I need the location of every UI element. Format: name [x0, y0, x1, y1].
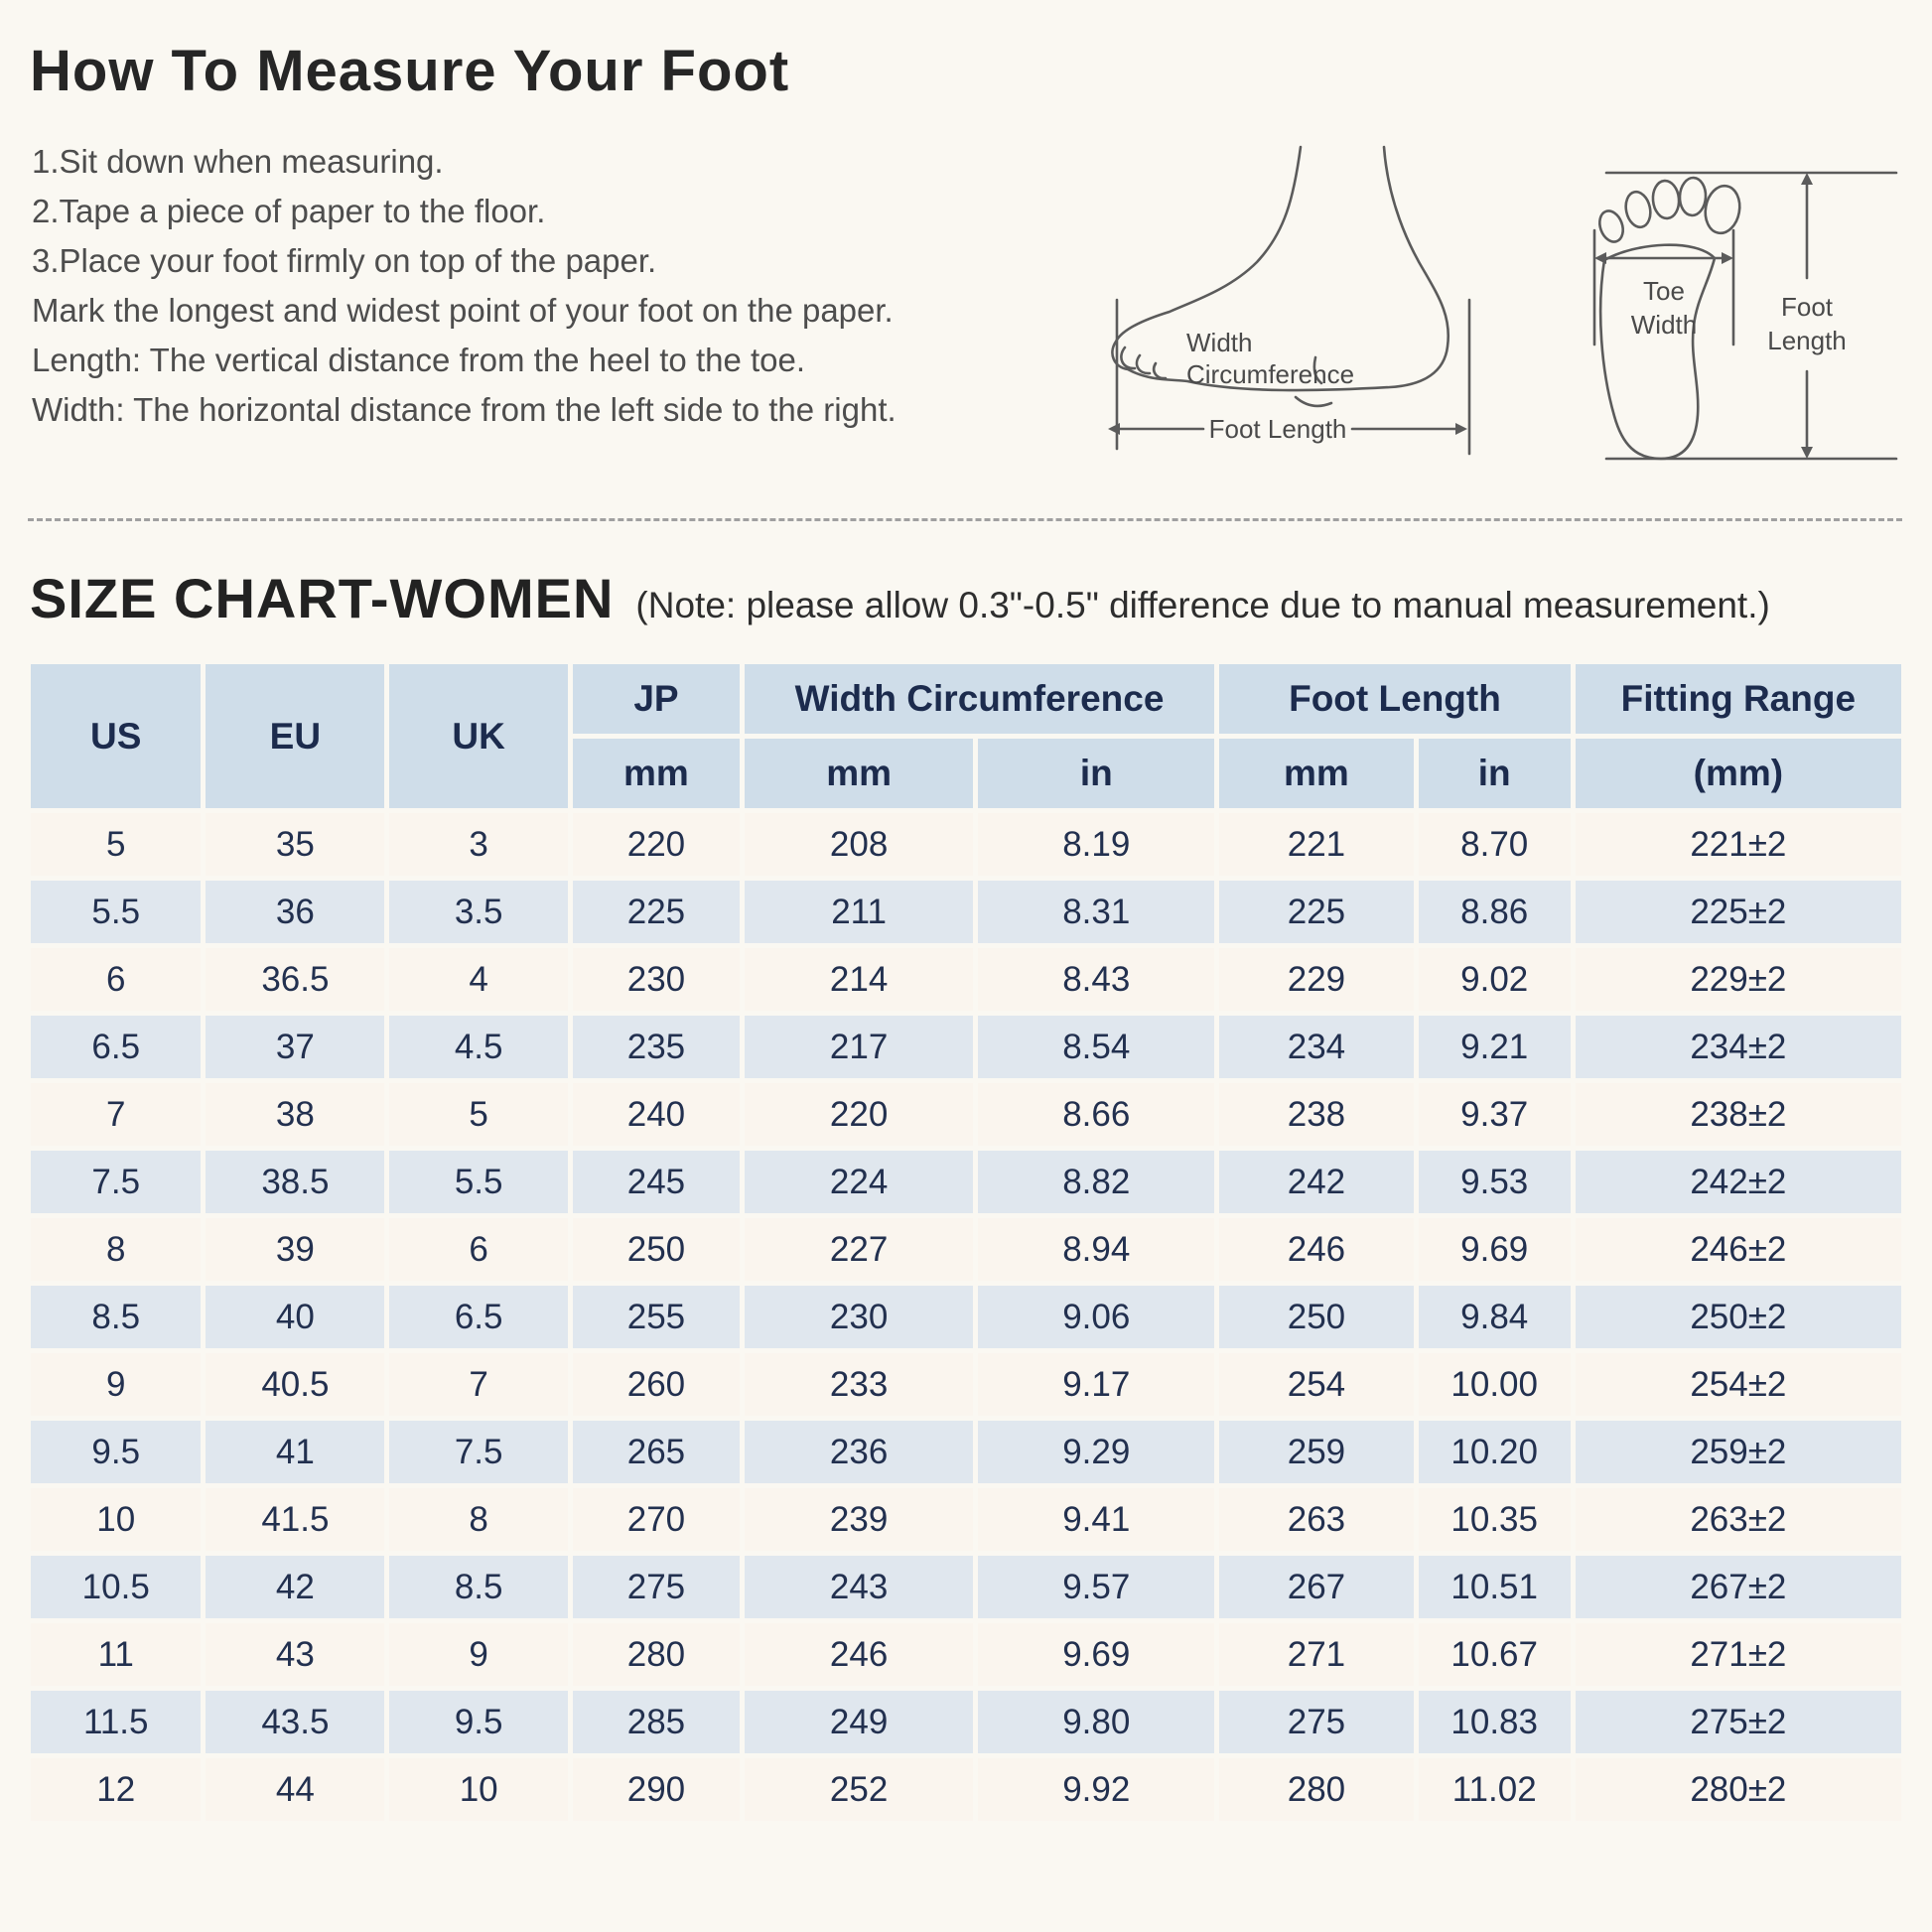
table-row: [31, 1556, 1901, 1618]
table-cell: 250: [1219, 1286, 1413, 1348]
table-cell: 208: [745, 813, 974, 876]
table-cell: 8.31: [978, 881, 1214, 943]
table-cell: 9.17: [978, 1353, 1214, 1416]
foot-length-arrow-left: [1108, 423, 1120, 435]
table-cell: 9.69: [1419, 1218, 1571, 1281]
table-cell: 265: [573, 1421, 740, 1483]
table-cell: 259±2: [1576, 1421, 1901, 1483]
table-cell: 225: [573, 881, 740, 943]
howto-step-6: Width: The horizontal distance from the left side to the right.: [32, 391, 897, 428]
table-cell: 4.5: [389, 1016, 568, 1078]
table-cell: 42: [206, 1556, 384, 1618]
table-cell: 220: [573, 813, 740, 876]
table-cell: 227: [745, 1218, 974, 1281]
table-cell: 8.43: [978, 948, 1214, 1011]
col-header-wc-in: in: [978, 739, 1214, 808]
toe-curl-2: [1137, 355, 1150, 373]
table-cell: 252: [745, 1758, 974, 1821]
table-cell: 234±2: [1576, 1016, 1901, 1078]
toe-width-arrow-right: [1722, 252, 1733, 264]
table-cell: 5: [31, 813, 201, 876]
table-cell: 10.20: [1419, 1421, 1571, 1483]
table-cell: 271±2: [1576, 1623, 1901, 1686]
table-cell: 6.5: [31, 1016, 201, 1078]
howto-step-5: Length: The vertical distance from the heel to the toe.: [32, 342, 806, 378]
toe-big: [1702, 183, 1743, 235]
table-cell: 10.51: [1419, 1556, 1571, 1618]
table-cell: 7.5: [31, 1151, 201, 1213]
table-cell: 9.02: [1419, 948, 1571, 1011]
table-cell: 254±2: [1576, 1353, 1901, 1416]
table-cell: 254: [1219, 1353, 1413, 1416]
table-cell: 9.06: [978, 1286, 1214, 1348]
table-cell: 250: [573, 1218, 740, 1281]
table-cell: 4: [389, 948, 568, 1011]
table-cell: 225±2: [1576, 881, 1901, 943]
table-cell: 220: [745, 1083, 974, 1146]
table-cell: 221±2: [1576, 813, 1901, 876]
toe-3: [1651, 180, 1680, 219]
table-cell: 8.86: [1419, 881, 1571, 943]
toe-width-label-line2: Width: [1630, 310, 1698, 340]
table-cell: 9.80: [978, 1691, 1214, 1753]
col-header-eu: EU: [206, 664, 384, 808]
table-cell: 38: [206, 1083, 384, 1146]
table-cell: 3.5: [389, 881, 568, 943]
table-cell: 8.19: [978, 813, 1214, 876]
table-cell: 255: [573, 1286, 740, 1348]
top-foot-length-label-line2: Length: [1767, 326, 1847, 355]
table-cell: 260: [573, 1353, 740, 1416]
table-cell: 10: [31, 1488, 201, 1551]
top-foot-diagram: [1577, 131, 1924, 479]
table-cell: 9.92: [978, 1758, 1214, 1821]
table-row: [31, 1286, 1901, 1348]
table-cell: 8.5: [31, 1286, 201, 1348]
table-cell: 267±2: [1576, 1556, 1901, 1618]
table-cell: 225: [1219, 881, 1413, 943]
table-cell: 9.37: [1419, 1083, 1571, 1146]
table-cell: 238: [1219, 1083, 1413, 1146]
side-foot-outline: [1112, 147, 1448, 390]
table-cell: 9.5: [31, 1421, 201, 1483]
table-cell: 43.5: [206, 1691, 384, 1753]
table-cell: 9.21: [1419, 1016, 1571, 1078]
table-cell: 39: [206, 1218, 384, 1281]
table-cell: 3: [389, 813, 568, 876]
col-header-width-circumference: Width Circumference: [745, 664, 1214, 734]
size-table-header: [31, 664, 1901, 808]
table-cell: 246: [1219, 1218, 1413, 1281]
top-foot-length-label-line1: Foot: [1780, 292, 1834, 322]
col-header-wc-mm: mm: [745, 739, 974, 808]
size-table-body: [31, 813, 1901, 1821]
table-cell: 11: [31, 1623, 201, 1686]
table-cell: 38.5: [206, 1151, 384, 1213]
table-cell: 263: [1219, 1488, 1413, 1551]
col-header-uk: UK: [389, 664, 568, 808]
table-cell: 8.94: [978, 1218, 1214, 1281]
table-cell: 239: [745, 1488, 974, 1551]
howto-step-1: 1.Sit down when measuring.: [32, 143, 444, 180]
table-cell: 8: [389, 1488, 568, 1551]
table-cell: 242±2: [1576, 1151, 1901, 1213]
table-cell: 9: [31, 1353, 201, 1416]
table-cell: 8: [31, 1218, 201, 1281]
foot-length-arrow-up: [1801, 173, 1813, 185]
side-foot-diagram: [1092, 141, 1484, 464]
table-cell: 280: [1219, 1758, 1413, 1821]
col-header-fitting-range: Fitting Range: [1576, 664, 1901, 734]
table-cell: 263±2: [1576, 1488, 1901, 1551]
table-cell: 250±2: [1576, 1286, 1901, 1348]
table-cell: 7: [31, 1083, 201, 1146]
toe-2: [1679, 177, 1707, 215]
howto-title: How To Measure Your Foot: [30, 39, 790, 103]
table-cell: 9.69: [978, 1623, 1214, 1686]
table-cell: 10.67: [1419, 1623, 1571, 1686]
table-row: [31, 1691, 1901, 1753]
col-header-jp-unit: mm: [573, 739, 740, 808]
table-cell: 246: [745, 1623, 974, 1686]
table-row: [31, 1083, 1901, 1146]
width-circumference-label-line1: Width: [1186, 328, 1253, 357]
size-chart-note: (Note: please allow 0.3"-0.5" difference due to manual measurement.): [635, 585, 1770, 625]
width-circumference-label-line2: Circumference: [1186, 359, 1355, 389]
table-cell: 11.02: [1419, 1758, 1571, 1821]
table-cell: 280±2: [1576, 1758, 1901, 1821]
table-cell: 8.66: [978, 1083, 1214, 1146]
table-cell: 245: [573, 1151, 740, 1213]
table-cell: 10: [389, 1758, 568, 1821]
table-row: [31, 1016, 1901, 1078]
table-cell: 5.5: [31, 881, 201, 943]
table-row: [31, 1421, 1901, 1483]
table-cell: 271: [1219, 1623, 1413, 1686]
table-cell: 230: [573, 948, 740, 1011]
col-header-foot-length: Foot Length: [1219, 664, 1571, 734]
table-cell: 8.5: [389, 1556, 568, 1618]
table-cell: 40.5: [206, 1353, 384, 1416]
table-cell: 9.5: [389, 1691, 568, 1753]
table-cell: 37: [206, 1016, 384, 1078]
table-cell: 35: [206, 813, 384, 876]
circumference-arc: [1296, 397, 1331, 406]
table-cell: 246±2: [1576, 1218, 1901, 1281]
table-cell: 270: [573, 1488, 740, 1551]
col-header-fl-in: in: [1419, 739, 1571, 808]
table-cell: 217: [745, 1016, 974, 1078]
table-cell: 11.5: [31, 1691, 201, 1753]
toe-width-label-line1: Toe: [1643, 276, 1685, 306]
table-cell: 9.84: [1419, 1286, 1571, 1348]
table-cell: 5.5: [389, 1151, 568, 1213]
table-cell: 36: [206, 881, 384, 943]
toe-pinky: [1595, 207, 1627, 245]
table-cell: 214: [745, 948, 974, 1011]
table-cell: 234: [1219, 1016, 1413, 1078]
table-cell: 259: [1219, 1421, 1413, 1483]
table-cell: 7.5: [389, 1421, 568, 1483]
table-cell: 8.54: [978, 1016, 1214, 1078]
table-cell: 275±2: [1576, 1691, 1901, 1753]
table-cell: 9.53: [1419, 1151, 1571, 1213]
table-cell: 290: [573, 1758, 740, 1821]
table-row: [31, 948, 1901, 1011]
toe-4: [1623, 190, 1654, 229]
table-cell: 229±2: [1576, 948, 1901, 1011]
table-cell: 6.5: [389, 1286, 568, 1348]
size-chart-title: SIZE CHART-WOMEN: [30, 567, 615, 629]
table-row: [31, 1758, 1901, 1821]
table-cell: 44: [206, 1758, 384, 1821]
howto-steps: [32, 137, 897, 435]
foot-length-arrow-down: [1801, 447, 1813, 459]
table-cell: 10.83: [1419, 1691, 1571, 1753]
table-cell: 275: [573, 1556, 740, 1618]
table-row: [31, 813, 1901, 876]
table-cell: 43: [206, 1623, 384, 1686]
table-cell: 275: [1219, 1691, 1413, 1753]
table-cell: 12: [31, 1758, 201, 1821]
table-cell: 267: [1219, 1556, 1413, 1618]
toe-curl-1: [1121, 347, 1135, 368]
table-cell: 9.41: [978, 1488, 1214, 1551]
table-row: [31, 881, 1901, 943]
table-cell: 280: [573, 1623, 740, 1686]
table-row: [31, 1151, 1901, 1213]
toe-curl-3: [1154, 363, 1166, 378]
table-cell: 41: [206, 1421, 384, 1483]
side-foot-length-label: Foot Length: [1208, 414, 1347, 444]
table-cell: 242: [1219, 1151, 1413, 1213]
table-cell: 10.5: [31, 1556, 201, 1618]
table-cell: 9: [389, 1623, 568, 1686]
table-cell: 6: [389, 1218, 568, 1281]
table-cell: 8.82: [978, 1151, 1214, 1213]
table-cell: 40: [206, 1286, 384, 1348]
table-row: [31, 1623, 1901, 1686]
table-row: [31, 1488, 1901, 1551]
col-header-us: US: [31, 664, 201, 808]
size-chart-heading: [30, 566, 1770, 630]
howto-step-4: Mark the longest and widest point of your foot on the paper.: [32, 292, 894, 329]
table-cell: 249: [745, 1691, 974, 1753]
table-row: [31, 1353, 1901, 1416]
table-cell: 285: [573, 1691, 740, 1753]
table-cell: 41.5: [206, 1488, 384, 1551]
table-cell: 36.5: [206, 948, 384, 1011]
table-row: [31, 1218, 1901, 1281]
table-cell: 9.57: [978, 1556, 1214, 1618]
toe-width-arrow-left: [1594, 252, 1606, 264]
table-cell: 10.00: [1419, 1353, 1571, 1416]
col-header-jp: JP: [573, 664, 740, 734]
table-cell: 6: [31, 948, 201, 1011]
table-cell: 7: [389, 1353, 568, 1416]
table-cell: 229: [1219, 948, 1413, 1011]
table-cell: 233: [745, 1353, 974, 1416]
howto-step-3: 3.Place your foot firmly on top of the paper.: [32, 242, 657, 279]
foot-length-arrow-right: [1455, 423, 1467, 435]
table-cell: 236: [745, 1421, 974, 1483]
table-cell: 238±2: [1576, 1083, 1901, 1146]
table-cell: 230: [745, 1286, 974, 1348]
size-chart-table: [26, 659, 1906, 1826]
table-cell: 235: [573, 1016, 740, 1078]
table-cell: 5: [389, 1083, 568, 1146]
table-cell: 221: [1219, 813, 1413, 876]
table-cell: 243: [745, 1556, 974, 1618]
table-cell: 224: [745, 1151, 974, 1213]
table-cell: 240: [573, 1083, 740, 1146]
table-cell: 10.35: [1419, 1488, 1571, 1551]
table-cell: 9.29: [978, 1421, 1214, 1483]
dashed-divider: [28, 518, 1902, 521]
howto-step-2: 2.Tape a piece of paper to the floor.: [32, 193, 546, 229]
table-cell: 8.70: [1419, 813, 1571, 876]
col-header-fl-mm: mm: [1219, 739, 1413, 808]
table-cell: 211: [745, 881, 974, 943]
col-header-fitting-unit: (mm): [1576, 739, 1901, 808]
